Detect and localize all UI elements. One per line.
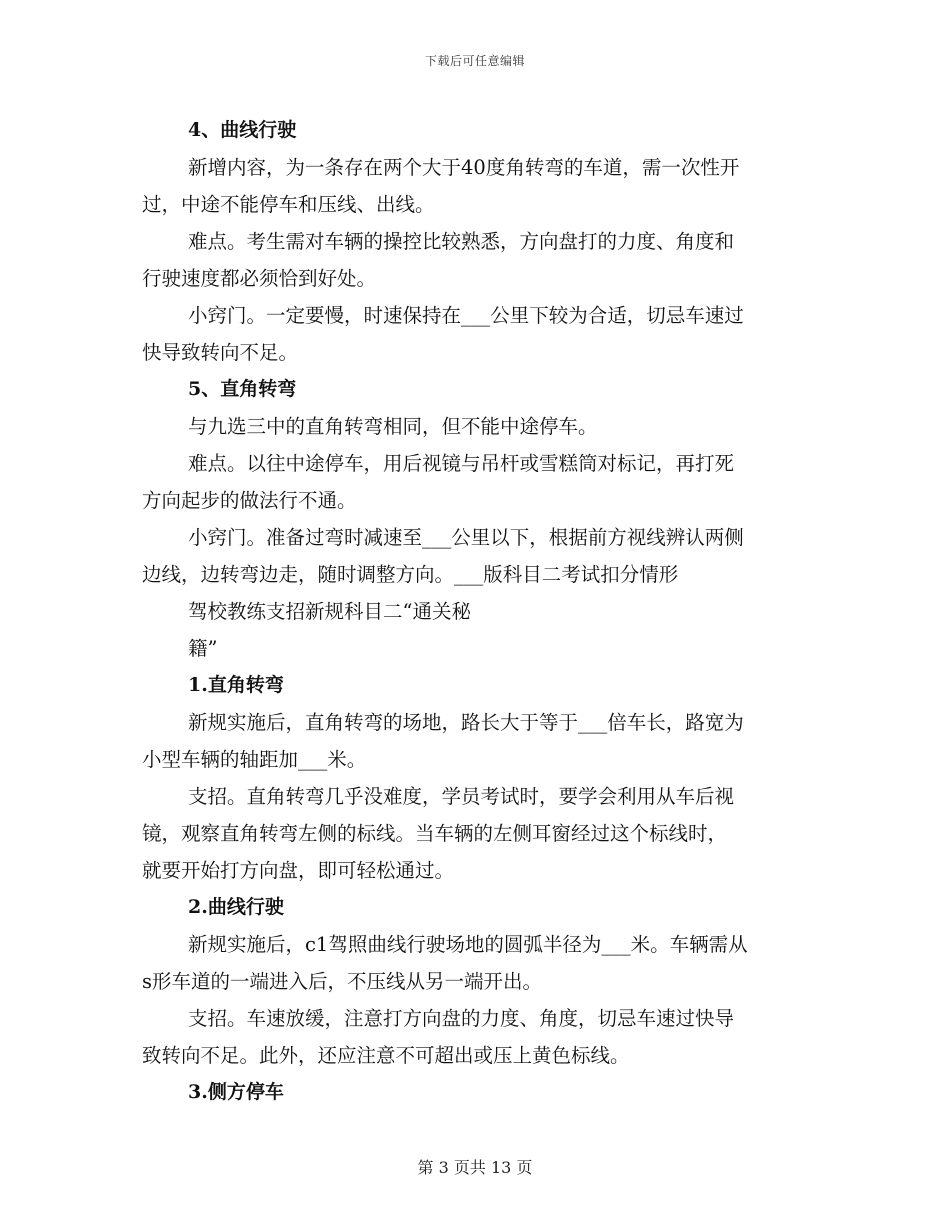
paragraph-line: 籍” — [188, 637, 218, 660]
paragraph — [142, 408, 810, 445]
paragraph-line: 小窍门。准备过弯时减速至___公里以下，根据前方视线辨认两侧 — [188, 526, 744, 549]
paragraph — [142, 1000, 810, 1074]
paragraph-line: 支招。车速放缓，注意打方向盘的力度、角度，切忌车速过快导 — [188, 1007, 735, 1030]
paragraph-line: 新规实施后，直角转弯的场地，路长大于等于___倍车长，路宽为 — [188, 711, 744, 734]
paragraph — [142, 297, 810, 371]
paragraph-line: 难点。以往中途停车，用后视镜与吊杆或雪糕筒对标记，再打死 — [188, 452, 735, 475]
paragraph-line: s形车道的一端进入后，不压线从另一端开出。 — [142, 970, 543, 993]
paragraph-line: 与九选三中的直角转弯相同，但不能中途停车。 — [188, 415, 598, 438]
paragraph-line: 边线，边转弯边走，随时调整方向。___版科目二考试扣分情形 — [142, 563, 679, 586]
section-heading: 5、直角转弯 — [188, 378, 297, 400]
paragraph-line: 致转向不足。此外，还应注意不可超出或压上黄色标线。 — [142, 1044, 630, 1067]
paragraph-line: 新增内容，为一条存在两个大于40度角转弯的车道，需一次性开 — [188, 156, 740, 179]
paragraph — [142, 223, 810, 297]
paragraph-line: 过，中途不能停车和压线、出线。 — [142, 193, 435, 216]
section-heading: 4、曲线行驶 — [188, 119, 297, 141]
paragraph — [142, 149, 810, 223]
paragraph-line: 镜，观察直角转弯左侧的标线。当车辆的左侧耳窗经过这个标线时， — [142, 822, 728, 845]
paragraph — [142, 519, 810, 593]
section-heading: 2.曲线行驶 — [188, 896, 284, 918]
paragraph-line: 难点。考生需对车辆的操控比较熟悉，方向盘打的力度、角度和 — [188, 230, 735, 253]
paragraph-line: 驾校教练支招新规科目二“通关秘 — [188, 600, 471, 623]
paragraph — [142, 704, 810, 778]
paragraph-line: 新规实施后，c1驾照曲线行驶场地的圆弧半径为___米。车辆需从 — [188, 933, 748, 956]
section-heading: 3.侧方停车 — [188, 1081, 284, 1103]
page-footer: 第 3 页共 13 页 — [417, 1158, 533, 1177]
paragraph-line: 小窍门。一定要慢，时速保持在___公里下较为合适，切忌车速过 — [188, 304, 744, 327]
paragraph-line: 行驶速度都必须恰到好处。 — [142, 267, 377, 290]
paragraph — [142, 593, 810, 667]
paragraph-line: 小型车辆的轴距加___米。 — [142, 748, 367, 771]
paragraph — [142, 926, 810, 1000]
page-header: 下载后可任意编辑 — [424, 54, 525, 68]
document-body — [142, 112, 810, 1111]
paragraph-line: 支招。直角转弯几乎没难度，学员考试时，要学会利用从车后视 — [188, 785, 735, 808]
paragraph — [142, 445, 810, 519]
paragraph — [142, 778, 810, 889]
paragraph-line: 就要开始打方向盘，即可轻松通过。 — [142, 859, 455, 882]
paragraph-line: 方向起步的做法行不通。 — [142, 489, 357, 512]
section-heading: 1.直角转弯 — [188, 674, 284, 696]
paragraph-line: 快导致转向不足。 — [142, 341, 299, 364]
